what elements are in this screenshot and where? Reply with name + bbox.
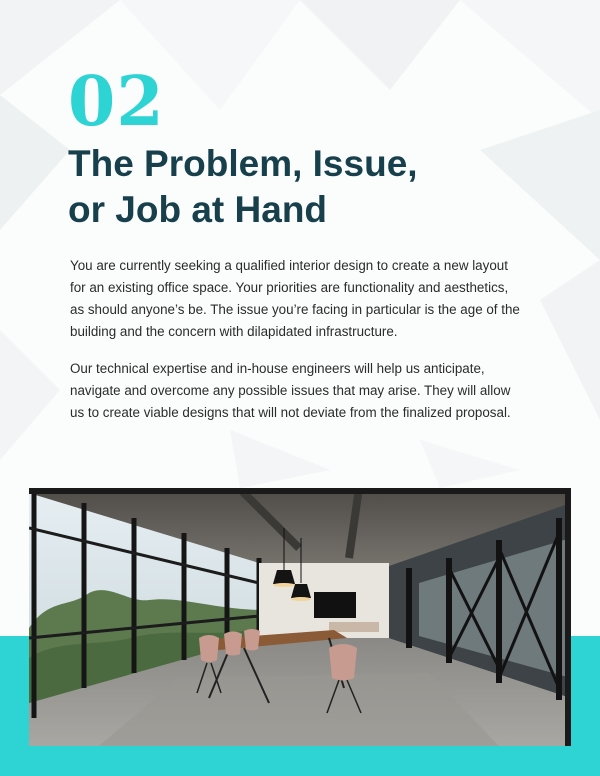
section-number: 02 bbox=[68, 62, 165, 142]
section-title-line-2: or Job at Hand bbox=[68, 189, 328, 230]
paragraph-2-line-1: Our technical expertise and in-house engineers will help us anticipate, bbox=[70, 361, 485, 376]
body-paragraph-2 bbox=[70, 358, 540, 424]
paragraph-2-line-3: us to create viable designs that will not deviate from the finalized proposal. bbox=[70, 405, 511, 420]
body-paragraph-1 bbox=[70, 255, 540, 343]
paragraph-1-line-4: building and the concern with dilapidated infrastructure. bbox=[70, 324, 398, 339]
paragraph-1-line-1: You are currently seeking a qualified interior design to create a new layout bbox=[70, 258, 508, 273]
paragraph-2-line-2: navigate and overcome any possible issues that may arise. They will allow bbox=[70, 383, 511, 398]
office-meeting-room-photo bbox=[29, 488, 571, 746]
section-title-line-1: The Problem, Issue, bbox=[68, 143, 418, 184]
paragraph-1-line-2: for an existing office space. Your priorities are functionality and aesthetics, bbox=[70, 280, 509, 295]
paragraph-1-line-3: as should anyone’s be. The issue you’re facing in particular is the age of the bbox=[70, 302, 520, 317]
section-title bbox=[68, 141, 538, 233]
